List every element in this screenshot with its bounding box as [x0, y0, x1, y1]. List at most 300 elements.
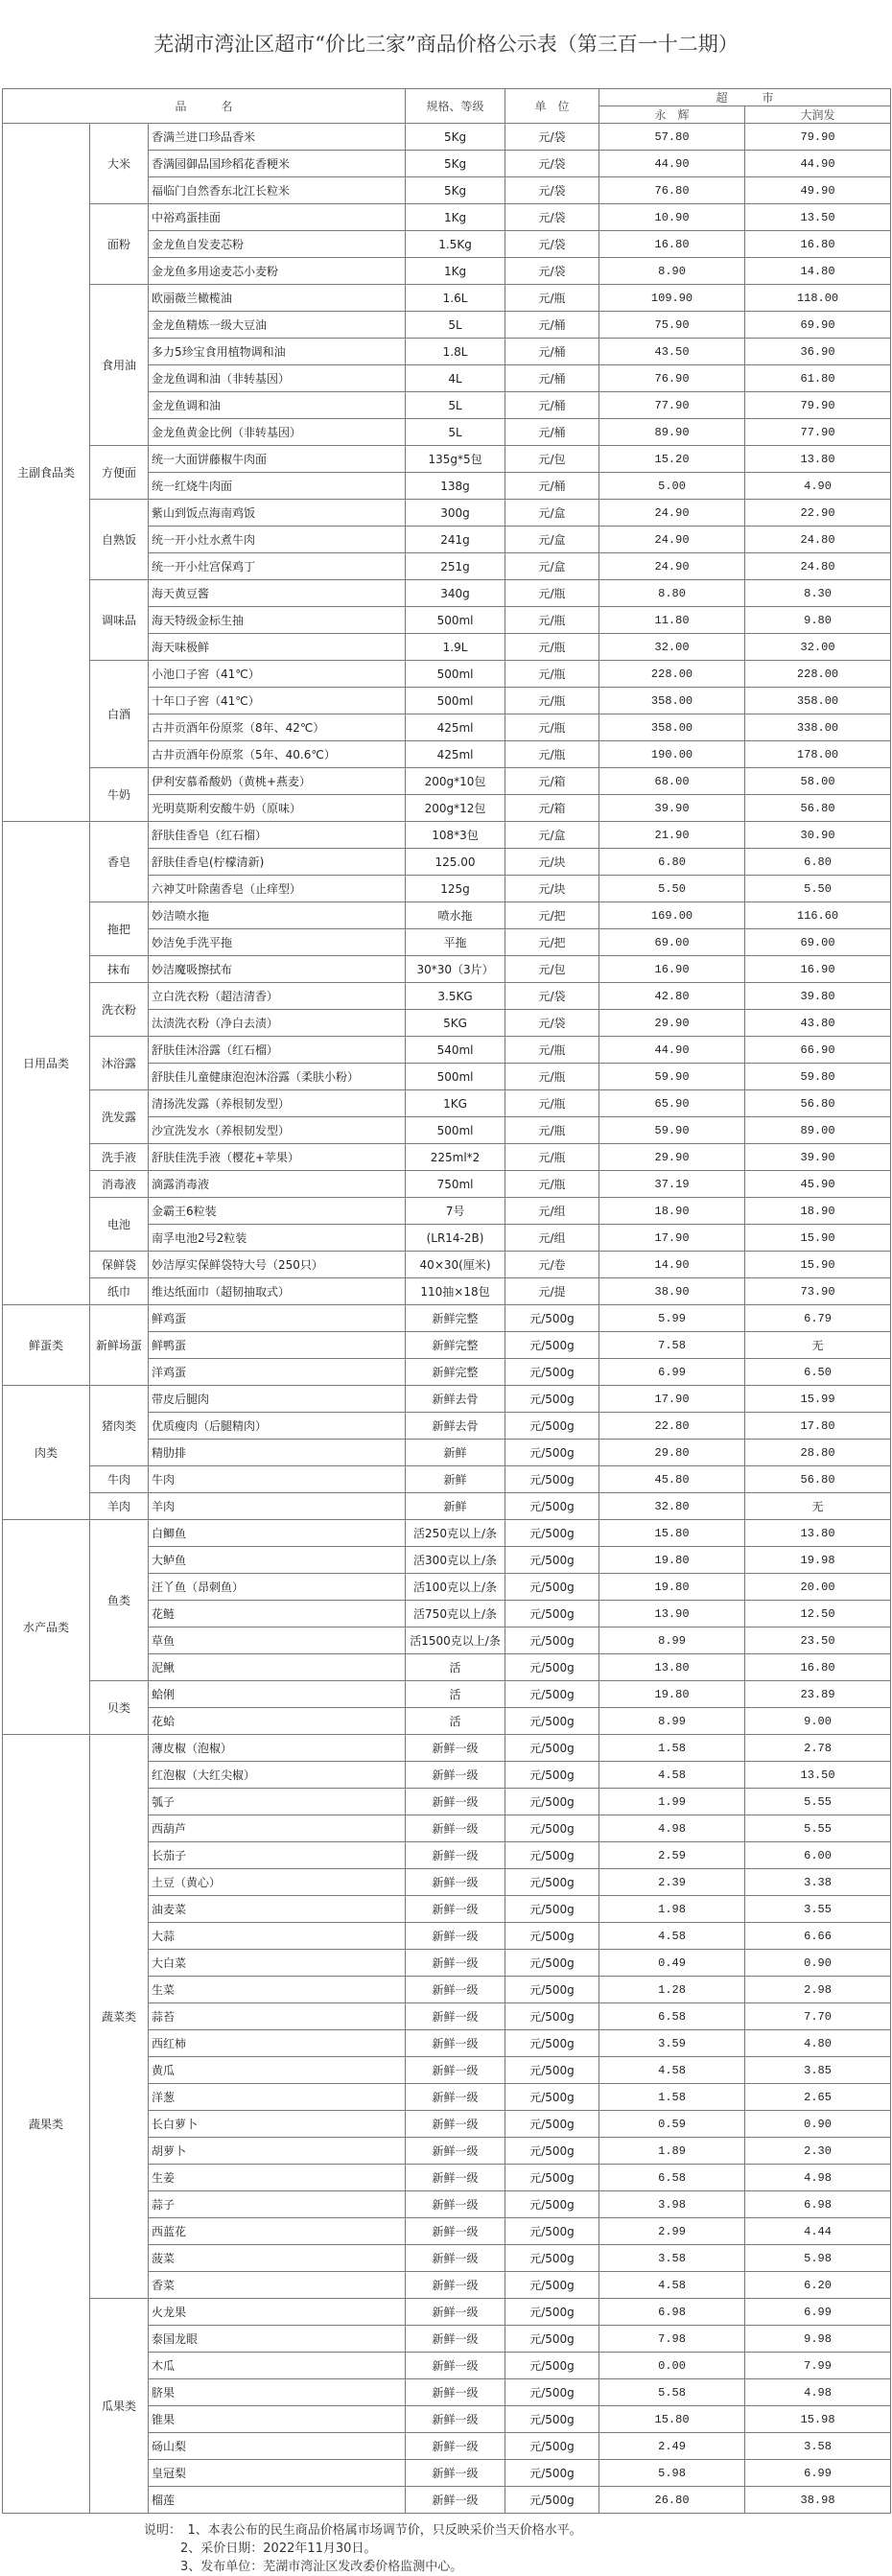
spec-cell: (LR14-2B)	[406, 1225, 505, 1252]
price-yonghui-cell: 75.90	[599, 312, 745, 339]
unit-cell: 元/500g	[505, 2218, 599, 2245]
subcategory-cell: 香皂	[90, 822, 149, 902]
unit-cell: 元/500g	[505, 2487, 599, 2514]
spec-cell: 新鲜一级	[406, 2084, 505, 2111]
unit-cell: 元/瓶	[505, 634, 599, 661]
spec-cell: 225ml*2	[406, 1144, 505, 1171]
price-yonghui-cell: 89.90	[599, 419, 745, 446]
unit-cell: 元/500g	[505, 1869, 599, 1896]
price-rtmart-cell: 6.79	[745, 1305, 891, 1332]
price-rtmart-cell: 61.80	[745, 365, 891, 392]
spec-cell: 活750克以上/条	[406, 1601, 505, 1628]
price-rtmart-cell: 30.90	[745, 822, 891, 849]
product-name-cell: 滴露消毒液	[149, 1171, 406, 1198]
unit-cell: 元/盒	[505, 527, 599, 553]
unit-cell: 元/盒	[505, 822, 599, 849]
price-rtmart-cell: 118.00	[745, 285, 891, 312]
price-rtmart-cell: 23.50	[745, 1628, 891, 1654]
spec-cell: 新鲜一级	[406, 2111, 505, 2138]
spec-cell: 5Kg	[406, 151, 505, 177]
header-market: 超 市	[599, 89, 891, 106]
spec-cell: 1.6L	[406, 285, 505, 312]
product-name-cell: 带皮后腿肉	[149, 1386, 406, 1413]
unit-cell: 元/瓶	[505, 1117, 599, 1144]
spec-cell: 1.5Kg	[406, 231, 505, 258]
table-row	[3, 822, 891, 849]
price-yonghui-cell: 4.58	[599, 2057, 745, 2084]
unit-cell: 元/包	[505, 446, 599, 473]
spec-cell: 平拖	[406, 929, 505, 956]
unit-cell: 元/500g	[505, 1359, 599, 1386]
price-yonghui-cell: 5.98	[599, 2460, 745, 2487]
price-yonghui-cell: 32.80	[599, 1493, 745, 1520]
subcategory-cell: 洗发露	[90, 1090, 149, 1144]
price-yonghui-cell: 2.49	[599, 2433, 745, 2460]
product-name-cell: 花鲢	[149, 1601, 406, 1628]
subcategory-cell: 抹布	[90, 956, 149, 983]
price-rtmart-cell: 6.00	[745, 1842, 891, 1869]
product-name-cell: 福临门自然香东北江长粒米	[149, 177, 406, 204]
price-rtmart-cell: 2.78	[745, 1735, 891, 1762]
price-rtmart-cell: 16.80	[745, 231, 891, 258]
subcategory-cell: 白酒	[90, 661, 149, 768]
product-name-cell: 立白洗衣粉（超洁清香）	[149, 983, 406, 1010]
spec-cell: 4L	[406, 365, 505, 392]
unit-cell: 元/500g	[505, 2379, 599, 2406]
price-yonghui-cell: 19.80	[599, 1574, 745, 1601]
spec-cell: 新鲜一级	[406, 2326, 505, 2353]
unit-cell: 元/袋	[505, 177, 599, 204]
subcategory-cell: 沐浴露	[90, 1037, 149, 1090]
price-rtmart-cell: 3.55	[745, 1896, 891, 1923]
product-name-cell: 鲜鸭蛋	[149, 1332, 406, 1359]
price-rtmart-cell: 228.00	[745, 661, 891, 688]
unit-cell: 元/箱	[505, 768, 599, 795]
price-yonghui-cell: 26.80	[599, 2487, 745, 2514]
spec-cell: 5L	[406, 419, 505, 446]
spec-cell: 125.00	[406, 849, 505, 876]
spec-cell: 新鲜一级	[406, 2057, 505, 2084]
product-name-cell: 西葫芦	[149, 1815, 406, 1842]
price-yonghui-cell: 77.90	[599, 392, 745, 419]
unit-cell: 元/瓶	[505, 741, 599, 768]
unit-cell: 元/瓶	[505, 1090, 599, 1117]
unit-cell: 元/箱	[505, 795, 599, 822]
price-rtmart-cell: 66.90	[745, 1037, 891, 1064]
spec-cell: 425ml	[406, 714, 505, 741]
table-row	[3, 1090, 891, 1117]
price-yonghui-cell: 3.98	[599, 2191, 745, 2218]
product-name-cell: 花蛤	[149, 1708, 406, 1735]
product-name-cell: 伊利安慕希酸奶（黄桃+燕麦）	[149, 768, 406, 795]
spec-cell: 5Kg	[406, 124, 505, 151]
price-yonghui-cell: 13.90	[599, 1601, 745, 1628]
price-rtmart-cell: 58.00	[745, 768, 891, 795]
price-rtmart-cell: 2.98	[745, 1977, 891, 2003]
price-yonghui-cell: 5.50	[599, 876, 745, 902]
spec-cell: 新鲜一级	[406, 2003, 505, 2030]
product-name-cell: 妙洁喷水拖	[149, 902, 406, 929]
table-row	[3, 956, 891, 983]
subcategory-cell: 鱼类	[90, 1520, 149, 1681]
price-yonghui-cell: 42.80	[599, 983, 745, 1010]
category-cell: 水产品类	[3, 1520, 90, 1735]
spec-cell: 新鲜	[406, 1466, 505, 1493]
spec-cell: 新鲜一级	[406, 2353, 505, 2379]
spec-cell: 新鲜一级	[406, 2218, 505, 2245]
table-header	[3, 89, 891, 124]
price-yonghui-cell: 358.00	[599, 688, 745, 714]
spec-cell: 新鲜一级	[406, 2245, 505, 2272]
product-name-cell: 蒜子	[149, 2191, 406, 2218]
table-row	[3, 285, 891, 312]
spec-cell: 新鲜一级	[406, 1923, 505, 1950]
unit-cell: 元/瓶	[505, 607, 599, 634]
spec-cell: 新鲜完整	[406, 1359, 505, 1386]
spec-cell: 5KG	[406, 1010, 505, 1037]
unit-cell: 元/500g	[505, 1762, 599, 1789]
unit-cell: 元/500g	[505, 2138, 599, 2165]
unit-cell: 元/瓶	[505, 714, 599, 741]
product-name-cell: 海天黄豆酱	[149, 580, 406, 607]
product-name-cell: 舒肤佳洗手液（樱花+苹果）	[149, 1144, 406, 1171]
price-rtmart-cell: 13.50	[745, 1762, 891, 1789]
product-name-cell: 瓠子	[149, 1789, 406, 1815]
price-yonghui-cell: 59.90	[599, 1117, 745, 1144]
price-rtmart-cell: 5.50	[745, 876, 891, 902]
price-yonghui-cell: 19.80	[599, 1547, 745, 1574]
price-rtmart-cell: 79.90	[745, 392, 891, 419]
product-name-cell: 土豆（黄心）	[149, 1869, 406, 1896]
spec-cell: 新鲜一级	[406, 1789, 505, 1815]
spec-cell: 新鲜一级	[406, 2433, 505, 2460]
price-yonghui-cell: 8.90	[599, 258, 745, 285]
price-yonghui-cell: 1.98	[599, 1896, 745, 1923]
unit-cell: 元/盒	[505, 500, 599, 527]
unit-cell: 元/桶	[505, 365, 599, 392]
unit-cell: 元/500g	[505, 2191, 599, 2218]
unit-cell: 元/桶	[505, 473, 599, 500]
spec-cell: 新鲜完整	[406, 1332, 505, 1359]
unit-cell: 元/瓶	[505, 580, 599, 607]
product-name-cell: 小池口子窖（41℃）	[149, 661, 406, 688]
table-row	[3, 1466, 891, 1493]
unit-cell: 元/卷	[505, 1252, 599, 1278]
category-cell: 蔬果类	[3, 1735, 90, 2514]
spec-cell: 30*30（3片）	[406, 956, 505, 983]
product-name-cell: 汰渍洗衣粉（净白去渍）	[149, 1010, 406, 1037]
price-yonghui-cell: 76.80	[599, 177, 745, 204]
price-rtmart-cell: 9.80	[745, 607, 891, 634]
price-yonghui-cell: 38.90	[599, 1278, 745, 1305]
table-row	[3, 1386, 891, 1413]
price-rtmart-cell: 358.00	[745, 688, 891, 714]
price-rtmart-cell: 178.00	[745, 741, 891, 768]
spec-cell: 1.8L	[406, 339, 505, 365]
unit-cell: 元/袋	[505, 983, 599, 1010]
product-name-cell: 南孚电池2号2粒装	[149, 1225, 406, 1252]
unit-cell: 元/瓶	[505, 688, 599, 714]
subcategory-cell: 洗衣粉	[90, 983, 149, 1037]
product-name-cell: 大蒜	[149, 1923, 406, 1950]
product-name-cell: 金龙鱼黄金比例（非转基因）	[149, 419, 406, 446]
subcategory-cell: 牛奶	[90, 768, 149, 822]
spec-cell: 241g	[406, 527, 505, 553]
price-yonghui-cell: 109.90	[599, 285, 745, 312]
spec-cell: 活100克以上/条	[406, 1574, 505, 1601]
price-yonghui-cell: 17.90	[599, 1386, 745, 1413]
spec-cell: 新鲜完整	[406, 1305, 505, 1332]
unit-cell: 元/500g	[505, 2433, 599, 2460]
spec-cell: 200g*10包	[406, 768, 505, 795]
price-yonghui-cell: 32.00	[599, 634, 745, 661]
price-rtmart-cell: 77.90	[745, 419, 891, 446]
product-name-cell: 十年口子窖（41℃）	[149, 688, 406, 714]
price-yonghui-cell: 0.49	[599, 1950, 745, 1977]
spec-cell: 1.9L	[406, 634, 505, 661]
product-name-cell: 生菜	[149, 1977, 406, 2003]
price-rtmart-cell: 38.98	[745, 2487, 891, 2514]
unit-cell: 元/500g	[505, 1305, 599, 1332]
product-name-cell: 妙洁免手洗平拖	[149, 929, 406, 956]
price-rtmart-cell: 56.80	[745, 1090, 891, 1117]
product-name-cell: 红泡椒（大红尖椒）	[149, 1762, 406, 1789]
spec-cell: 新鲜一级	[406, 2165, 505, 2191]
unit-cell: 元/盒	[505, 553, 599, 580]
table-row	[3, 1278, 891, 1305]
price-yonghui-cell: 76.90	[599, 365, 745, 392]
unit-cell: 元/把	[505, 902, 599, 929]
spec-cell: 200g*12包	[406, 795, 505, 822]
price-yonghui-cell: 4.58	[599, 2272, 745, 2299]
spec-cell: 251g	[406, 553, 505, 580]
unit-cell: 元/500g	[505, 1440, 599, 1466]
price-rtmart-cell: 39.90	[745, 1144, 891, 1171]
unit-cell: 元/袋	[505, 1010, 599, 1037]
price-rtmart-cell: 6.66	[745, 1923, 891, 1950]
spec-cell: 新鲜一级	[406, 1842, 505, 1869]
category-cell: 鲜蛋类	[3, 1305, 90, 1386]
spec-cell: 新鲜一级	[406, 2272, 505, 2299]
price-rtmart-cell: 24.80	[745, 553, 891, 580]
subcategory-cell: 瓜果类	[90, 2299, 149, 2514]
product-name-cell: 统一开小灶宫保鸡丁	[149, 553, 406, 580]
price-yonghui-cell: 22.80	[599, 1413, 745, 1440]
subcategory-cell: 食用油	[90, 285, 149, 446]
unit-cell: 元/500g	[505, 1977, 599, 2003]
price-yonghui-cell: 6.98	[599, 2299, 745, 2326]
unit-cell: 元/500g	[505, 1735, 599, 1762]
price-rtmart-cell: 15.99	[745, 1386, 891, 1413]
price-rtmart-cell: 32.00	[745, 634, 891, 661]
price-rtmart-cell: 6.20	[745, 2272, 891, 2299]
price-rtmart-cell: 5.55	[745, 1815, 891, 1842]
spec-cell: 135g*5包	[406, 446, 505, 473]
spec-cell: 新鲜一级	[406, 2138, 505, 2165]
price-rtmart-cell: 6.80	[745, 849, 891, 876]
category-cell: 日用品类	[3, 822, 90, 1305]
price-yonghui-cell: 43.50	[599, 339, 745, 365]
price-rtmart-cell: 79.90	[745, 124, 891, 151]
unit-cell: 元/500g	[505, 1896, 599, 1923]
price-rtmart-cell: 116.60	[745, 902, 891, 929]
unit-cell: 元/500g	[505, 1547, 599, 1574]
price-rtmart-cell: 4.90	[745, 473, 891, 500]
spec-cell: 活	[406, 1654, 505, 1681]
price-yonghui-cell: 65.90	[599, 1090, 745, 1117]
price-yonghui-cell: 5.00	[599, 473, 745, 500]
spec-cell: 3.5KG	[406, 983, 505, 1010]
unit-cell: 元/瓶	[505, 1171, 599, 1198]
price-yonghui-cell: 4.58	[599, 1762, 745, 1789]
table-body	[3, 124, 891, 2514]
product-name-cell: 金龙鱼调和油（非转基因）	[149, 365, 406, 392]
spec-cell: 1KG	[406, 1090, 505, 1117]
subcategory-cell: 蔬菜类	[90, 1735, 149, 2299]
unit-cell: 元/瓶	[505, 1144, 599, 1171]
spec-cell: 5L	[406, 392, 505, 419]
price-yonghui-cell: 5.99	[599, 1305, 745, 1332]
product-name-cell: 脐果	[149, 2379, 406, 2406]
table-row	[3, 1305, 891, 1332]
unit-cell: 元/500g	[505, 1332, 599, 1359]
price-rtmart-cell: 2.30	[745, 2138, 891, 2165]
price-rtmart-cell: 43.80	[745, 1010, 891, 1037]
subcategory-cell: 洗手液	[90, 1144, 149, 1171]
price-yonghui-cell: 39.90	[599, 795, 745, 822]
product-name-cell: 欧丽薇兰橄榄油	[149, 285, 406, 312]
product-name-cell: 洋鸡蛋	[149, 1359, 406, 1386]
price-rtmart-cell: 12.50	[745, 1601, 891, 1628]
spec-cell: 新鲜一级	[406, 1896, 505, 1923]
spec-cell: 新鲜一级	[406, 1950, 505, 1977]
price-rtmart-cell: 6.99	[745, 2299, 891, 2326]
table-row	[3, 2299, 891, 2326]
product-name-cell: 舒肤佳儿童健康泡泡沐浴露（柔肤小粉）	[149, 1064, 406, 1090]
spec-cell: 500ml	[406, 1064, 505, 1090]
price-yonghui-cell: 18.90	[599, 1198, 745, 1225]
spec-cell: 1Kg	[406, 258, 505, 285]
spec-cell: 新鲜一级	[406, 2299, 505, 2326]
spec-cell: 活1500克以上/条	[406, 1628, 505, 1654]
price-rtmart-cell: 59.80	[745, 1064, 891, 1090]
price-rtmart-cell: 49.90	[745, 177, 891, 204]
table-row	[3, 124, 891, 151]
spec-cell: 5Kg	[406, 177, 505, 204]
table-row	[3, 1198, 891, 1225]
product-name-cell: 长茄子	[149, 1842, 406, 1869]
price-yonghui-cell: 2.99	[599, 2218, 745, 2245]
product-name-cell: 统一红烧牛肉面	[149, 473, 406, 500]
product-name-cell: 羊肉	[149, 1493, 406, 1520]
spec-cell: 新鲜一级	[406, 2030, 505, 2057]
price-yonghui-cell: 45.80	[599, 1466, 745, 1493]
subcategory-cell: 自熟饭	[90, 500, 149, 580]
price-rtmart-cell: 4.98	[745, 2379, 891, 2406]
price-rtmart-cell: 19.98	[745, 1547, 891, 1574]
spec-cell: 新鲜一级	[406, 1762, 505, 1789]
price-rtmart-cell: 17.80	[745, 1413, 891, 1440]
price-yonghui-cell: 8.80	[599, 580, 745, 607]
unit-cell: 元/块	[505, 849, 599, 876]
unit-cell: 元/组	[505, 1225, 599, 1252]
header-store-yonghui: 永 辉	[599, 106, 745, 124]
price-yonghui-cell: 2.39	[599, 1869, 745, 1896]
price-rtmart-cell: 16.80	[745, 1654, 891, 1681]
unit-cell: 元/500g	[505, 2003, 599, 2030]
product-name-cell: 木瓜	[149, 2353, 406, 2379]
spec-cell: 新鲜	[406, 1493, 505, 1520]
price-rtmart-cell: 18.90	[745, 1198, 891, 1225]
price-rtmart-cell: 13.80	[745, 446, 891, 473]
product-name-cell: 舒肤佳香皂(柠檬清新)	[149, 849, 406, 876]
price-yonghui-cell: 57.80	[599, 124, 745, 151]
unit-cell: 元/500g	[505, 1950, 599, 1977]
category-cell: 主副食品类	[3, 124, 90, 822]
spec-cell: 活	[406, 1681, 505, 1708]
product-name-cell: 大鲈鱼	[149, 1547, 406, 1574]
price-rtmart-cell: 9.00	[745, 1708, 891, 1735]
product-name-cell: 金龙鱼精炼一级大豆油	[149, 312, 406, 339]
subcategory-cell: 方便面	[90, 446, 149, 500]
product-name-cell: 薄皮椒（泡椒）	[149, 1735, 406, 1762]
price-yonghui-cell: 16.80	[599, 231, 745, 258]
unit-cell: 元/500g	[505, 2111, 599, 2138]
spec-cell: 750ml	[406, 1171, 505, 1198]
unit-cell: 元/500g	[505, 1413, 599, 1440]
price-rtmart-cell: 14.80	[745, 258, 891, 285]
price-yonghui-cell: 3.58	[599, 2245, 745, 2272]
price-rtmart-cell: 13.80	[745, 1520, 891, 1547]
price-yonghui-cell: 6.99	[599, 1359, 745, 1386]
table-row	[3, 768, 891, 795]
spec-cell: 108*3包	[406, 822, 505, 849]
product-name-cell: 妙洁厚实保鲜袋特大号（250只）	[149, 1252, 406, 1278]
price-rtmart-cell: 13.50	[745, 204, 891, 231]
price-rtmart-cell: 69.90	[745, 312, 891, 339]
note-line: 3、发布单位：芜湖市湾沚区发改委价格监测中心。	[180, 2560, 463, 2574]
product-name-cell: 蛤俐	[149, 1681, 406, 1708]
spec-cell: 喷水拖	[406, 902, 505, 929]
price-rtmart-cell: 89.00	[745, 1117, 891, 1144]
price-rtmart-cell: 9.98	[745, 2326, 891, 2353]
unit-cell: 元/500g	[505, 1386, 599, 1413]
price-rtmart-cell: 15.98	[745, 2406, 891, 2433]
product-name-cell: 鲜鸡蛋	[149, 1305, 406, 1332]
product-name-cell: 古井贡酒年份原浆（5年、40.6℃）	[149, 741, 406, 768]
price-yonghui-cell: 1.28	[599, 1977, 745, 2003]
product-name-cell: 火龙果	[149, 2299, 406, 2326]
price-yonghui-cell: 8.99	[599, 1708, 745, 1735]
spec-cell: 活250克以上/条	[406, 1520, 505, 1547]
price-yonghui-cell: 68.00	[599, 768, 745, 795]
notes	[144, 2521, 892, 2576]
spec-cell: 340g	[406, 580, 505, 607]
price-yonghui-cell: 6.58	[599, 2003, 745, 2030]
price-yonghui-cell: 14.90	[599, 1252, 745, 1278]
unit-cell: 元/袋	[505, 258, 599, 285]
price-yonghui-cell: 44.90	[599, 1037, 745, 1064]
product-name-cell: 精肋排	[149, 1440, 406, 1466]
product-name-cell: 油麦菜	[149, 1896, 406, 1923]
spec-cell: 540ml	[406, 1037, 505, 1064]
spec-cell: 110抽×18包	[406, 1278, 505, 1305]
price-yonghui-cell: 5.58	[599, 2379, 745, 2406]
subcategory-cell: 牛肉	[90, 1466, 149, 1493]
price-rtmart-cell: 24.80	[745, 527, 891, 553]
price-yonghui-cell: 3.59	[599, 2030, 745, 2057]
subcategory-cell: 电池	[90, 1198, 149, 1252]
